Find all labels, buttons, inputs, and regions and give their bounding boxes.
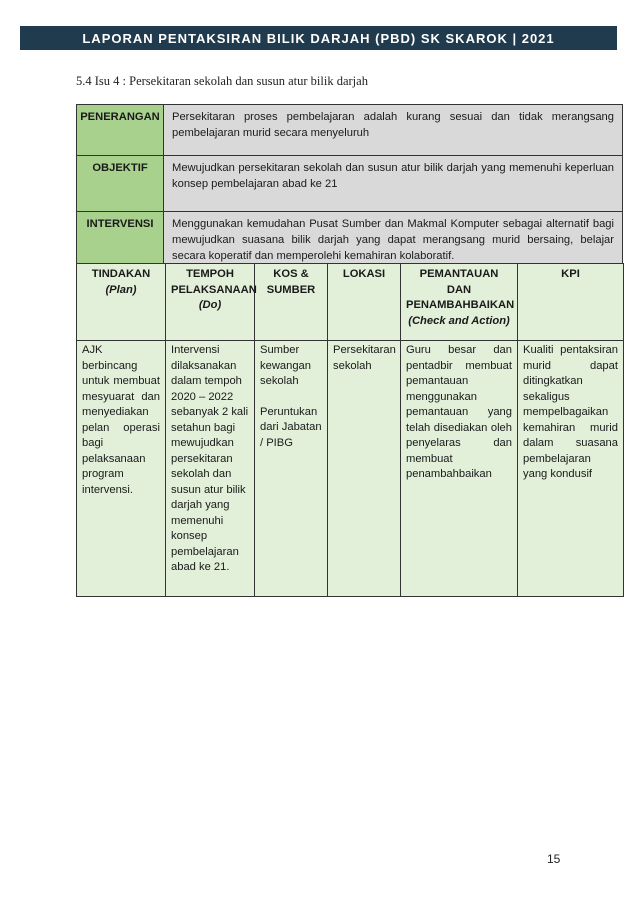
info-label: OBJEKTIF bbox=[77, 156, 164, 212]
info-row-penerangan bbox=[77, 105, 623, 156]
header-title: KOS & SUMBER bbox=[266, 268, 316, 296]
issue-info-table bbox=[76, 104, 623, 278]
header-title: TINDAKAN bbox=[91, 268, 151, 280]
cell-kpi: Kualiti pentaksiran murid dapat ditingkatkan sekaligus mempelbagaikan kemahiran murid dalam suasana pembelajaran yang kondusif bbox=[518, 341, 624, 597]
info-value: Menggunakan kemudahan Pusat Sumber dan Makmal Komputer sebagai alternatif bagi mewujudkan suasana bilik darjah yang dapat merangsang murid bersaing, belajar secara koperatif dan memperolehi kemahiran kolaboratif. bbox=[164, 212, 623, 278]
header-title: TEMPOH PELAKSANAAN bbox=[171, 268, 257, 296]
report-header-bar bbox=[20, 26, 617, 50]
header-tempoh bbox=[166, 264, 255, 341]
info-row-objektif bbox=[77, 156, 623, 212]
header-subtitle: (Do) bbox=[198, 299, 222, 311]
info-label: INTERVENSI bbox=[77, 212, 164, 278]
cell-tindakan: AJK berbincang untuk membuat mesyuarat dan menyediakan pelan operasi bagi pelaksanaan program intervensi. bbox=[77, 341, 166, 597]
info-value: Persekitaran proses pembelajaran adalah kurang sesuai dan tidak merangsang pembelajaran murid secara menyeluruh bbox=[164, 105, 623, 156]
cell-kos bbox=[255, 341, 328, 597]
report-header-title: LAPORAN PENTAKSIRAN BILIK DARJAH (PBD) SK SKAROK | 2021 bbox=[82, 31, 555, 46]
header-title: PEMANTAUAN DAN PENAMBAHBAIKAN bbox=[406, 268, 515, 311]
cell-tempoh: Intervensi dilaksanakan dalam tempoh 2020 – 2022 sebanyak 2 kali setahun bagi mewujudkan persekitaran sekolah dan susun atur bilik darjah yang memenuhi konsep pembelajaran abad ke 21. bbox=[166, 341, 255, 597]
action-plan-table bbox=[76, 263, 624, 597]
header-title: LOKASI bbox=[342, 268, 386, 280]
section-title: 5.4 Isu 4 : Persekitaran sekolah dan susun atur bilik darjah bbox=[76, 74, 368, 88]
cell-kos-item: Peruntukan dari Jabatan / PIBG bbox=[260, 405, 322, 449]
header-pemantauan bbox=[401, 264, 518, 341]
header-subtitle: (Plan) bbox=[105, 283, 137, 296]
header-title: KPI bbox=[561, 268, 580, 280]
header-kos bbox=[255, 264, 328, 341]
plan-body-row bbox=[77, 341, 624, 597]
header-lokasi bbox=[328, 264, 401, 341]
header-kpi bbox=[518, 264, 624, 341]
info-label: PENERANGAN bbox=[77, 105, 164, 156]
header-subtitle: (Check and Action) bbox=[408, 314, 510, 327]
cell-pemantauan: Guru besar dan pentadbir membuat pemantauan menggunakan pemantauan yang telah disediakan oleh penyelaras dan membuat penambahbaikan bbox=[401, 341, 518, 597]
header-tindakan bbox=[77, 264, 166, 341]
cell-lokasi: Persekitaran sekolah bbox=[328, 341, 401, 597]
info-value: Mewujudkan persekitaran sekolah dan susun atur bilik darjah yang memenuhi keperluan konsep pembelajaran abad ke 21 bbox=[164, 156, 623, 212]
plan-header-row bbox=[77, 264, 624, 341]
cell-kos-item: Sumber kewangan sekolah bbox=[260, 344, 312, 387]
page-number: 15 bbox=[547, 852, 561, 866]
